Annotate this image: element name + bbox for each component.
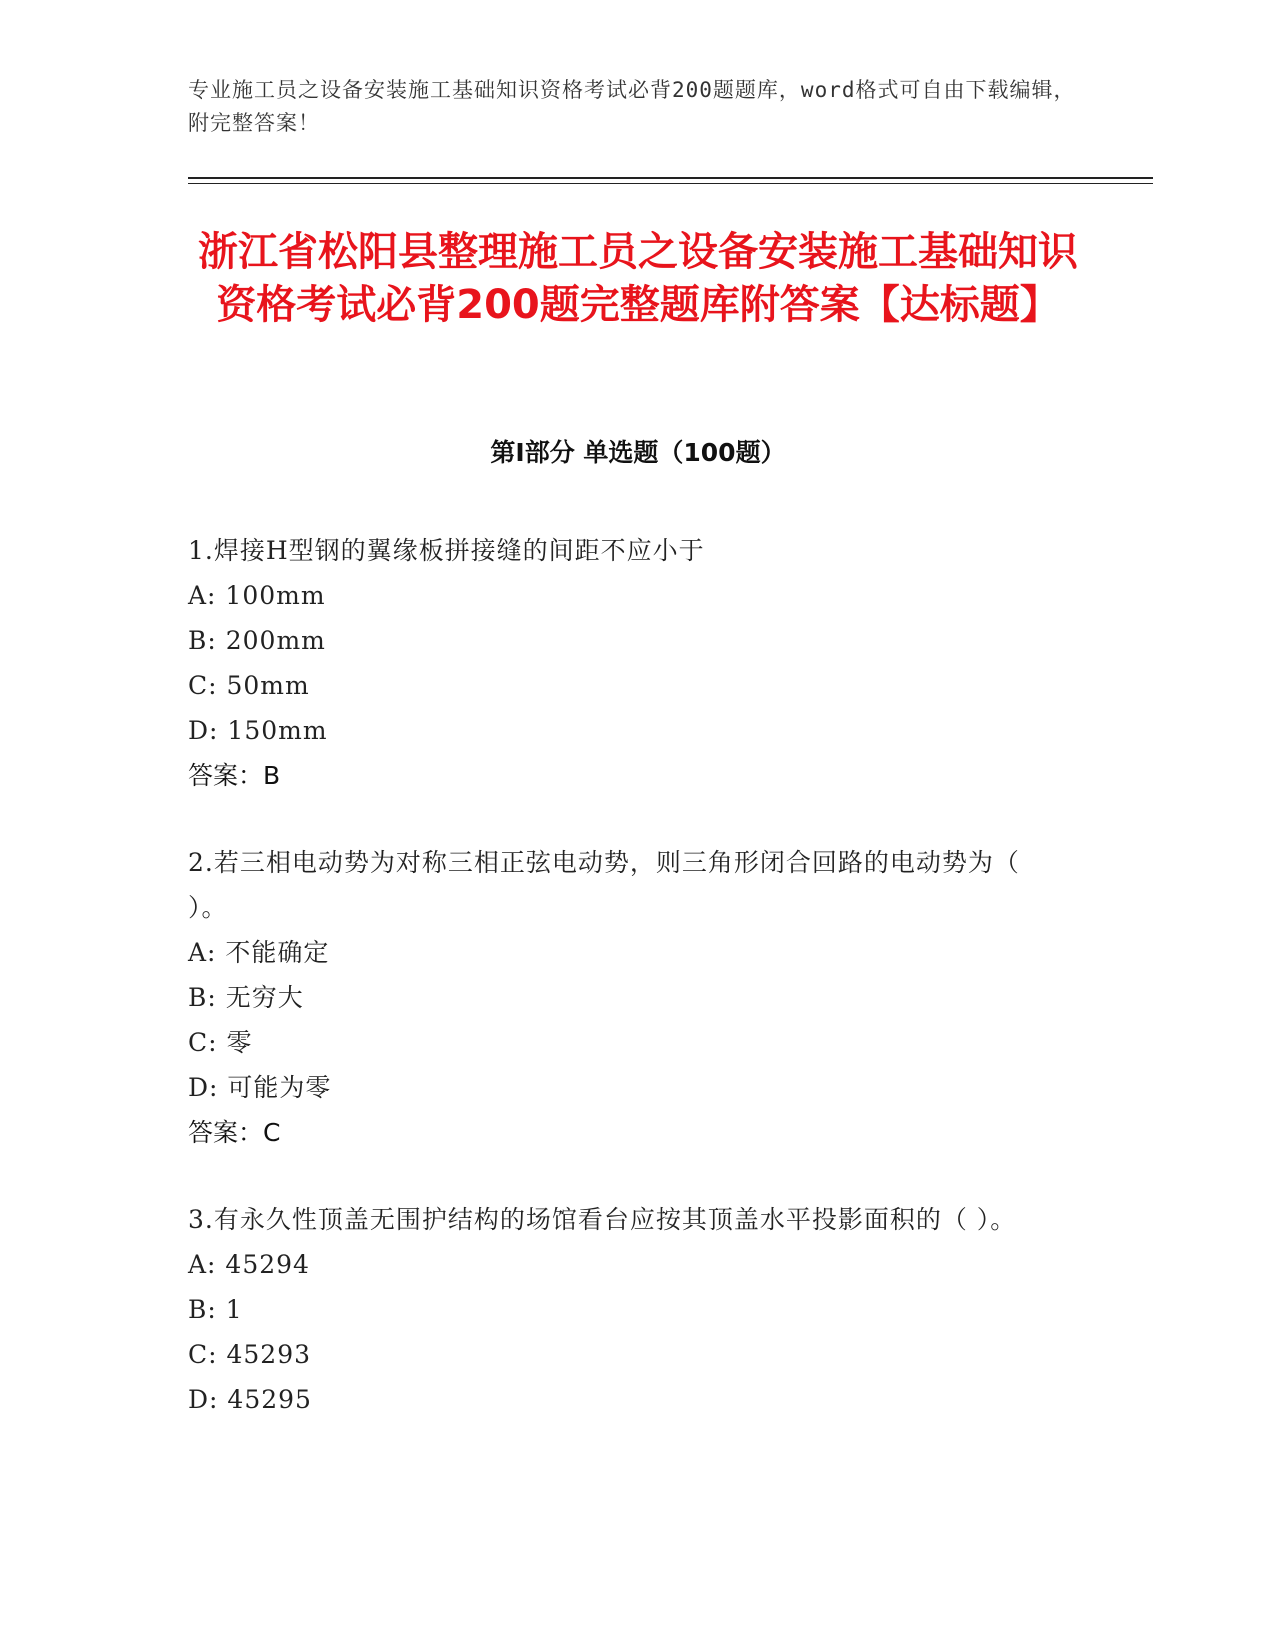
question-1 [188,528,1068,798]
question-2 [188,840,1068,1155]
header-rule-thick [188,177,1153,179]
question-stem: 2.若三相电动势为对称三相正弦电动势，则三角形闭合回路的电动势为（ ）。 [188,848,1020,922]
option-c: C: 45293 [188,1340,312,1369]
option-a: A: 100mm [188,581,326,610]
section-heading: 第I部分 单选题（100题） [490,438,786,467]
answer: 答案：C [188,1118,281,1147]
option-a: A: 不能确定 [188,938,330,967]
option-b: B: 无穷大 [188,983,304,1012]
answer: 答案：B [188,761,281,790]
option-d: D: 45295 [188,1385,312,1414]
document-title: 浙江省松阳县整理施工员之设备安装施工基础知识资格考试必背200题完整题库附答案【达标题】 [198,229,1078,328]
option-c: C: 零 [188,1028,253,1057]
question-stem: 3.有永久性顶盖无围护结构的场馆看台应按其顶盖水平投影面积的（ ）。 [188,1205,1017,1234]
question-list [188,528,1068,1464]
question-3 [188,1197,1068,1422]
option-d: D: 150mm [188,716,328,745]
option-c: C: 50mm [188,671,310,700]
header-rule-thin [188,183,1153,184]
option-a: A: 45294 [188,1250,310,1279]
option-b: B: 200mm [188,626,326,655]
option-d: D: 可能为零 [188,1073,332,1102]
option-b: B: 1 [188,1295,243,1324]
header-note: 专业施工员之设备安装施工基础知识资格考试必背200题题库，word格式可自由下载编辑，附完整答案！ [188,78,1076,135]
question-stem: 1.焊接H型钢的翼缘板拼接缝的间距不应小于 [188,536,705,565]
